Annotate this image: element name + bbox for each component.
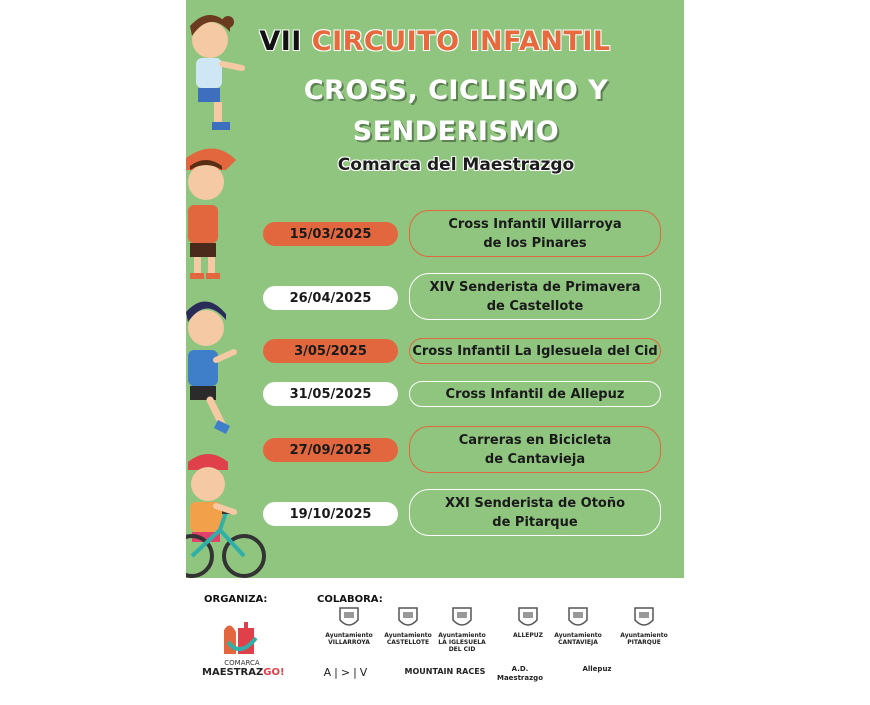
organizer-line2b: GO!: [263, 667, 285, 678]
collaborator-logo: [614, 606, 674, 646]
coat-of-arms-icon: [517, 606, 539, 630]
event-date: 26/04/2025: [263, 286, 398, 310]
collaborator-line1: Ayuntamiento: [325, 632, 373, 639]
event-name-box: [409, 381, 661, 407]
maestrazgo-logo-icon: [220, 618, 264, 658]
poster-main-area: [186, 0, 684, 578]
collaborator-line2: VILLARROYA: [328, 639, 370, 646]
collaborator-line1: Ayuntamiento: [438, 632, 486, 639]
coat-of-arms-icon: [451, 606, 473, 630]
organizer-line1: COMARCA: [224, 659, 260, 667]
region-subtitle: Comarca del Maestrazgo: [337, 155, 575, 175]
event-name: Cross Infantil La Iglesuela del Cid: [412, 343, 658, 359]
collaborator-line2: Maestrazgo: [496, 674, 544, 682]
title-prefix: VII: [259, 26, 302, 57]
event-date: 27/09/2025: [263, 438, 398, 462]
poster-title: [186, 26, 684, 57]
event-name: Carreras en Bicicleta de Cantavieja: [458, 432, 612, 467]
coat-of-arms-icon: [397, 606, 419, 630]
collaborator-logo: [404, 665, 486, 679]
collaborator-logo: [548, 606, 608, 646]
event-date: 19/10/2025: [263, 502, 398, 526]
organiza-label: ORGANIZA:: [204, 594, 268, 605]
event-date: 15/03/2025: [263, 222, 398, 246]
organizer-line2a: MAESTRAZ: [202, 667, 264, 678]
poster: [186, 0, 684, 705]
colabora-label: COLABORA:: [317, 594, 383, 605]
event-name-box: [409, 338, 661, 364]
title-accent: CIRCUITO INFANTIL: [311, 26, 611, 57]
collaborator-line1: A|>|V: [323, 666, 371, 679]
collaborator-line1: Ayuntamiento: [554, 632, 602, 639]
collaborator-line1: A.D.: [511, 665, 529, 673]
collaborator-logo: [319, 606, 379, 646]
event-name: Cross Infantil de Allepuz: [445, 386, 625, 402]
title-line3: SENDERISMO: [352, 116, 560, 147]
collaborator-line1: Ayuntamiento: [384, 632, 432, 639]
collaborator-line2: CANTAVIEJA: [558, 639, 598, 646]
collaborator-line2: CASTELLOTE: [386, 639, 430, 646]
event-name: Cross Infantil Villarroya de los Pinares: [448, 216, 622, 251]
collaborator-logo: [378, 606, 438, 646]
collaborator-logo: [494, 665, 546, 683]
event-date: 3/05/2025: [263, 339, 398, 363]
event-name: XXI Senderista de Otoño de Pitarque: [444, 495, 626, 530]
collaborator-line2: LA IGLESUELA DEL CID: [438, 639, 486, 653]
collaborator-line2: ALLEPUZ: [512, 632, 543, 639]
coat-of-arms-icon: [567, 606, 589, 630]
collaborator-line1: Allepuz: [582, 665, 612, 673]
coat-of-arms-icon: [633, 606, 655, 630]
coat-of-arms-icon: [338, 606, 360, 630]
collaborator-logo: [322, 665, 372, 681]
collaborator-logo: [564, 665, 630, 674]
collaborator-line1: Ayuntamiento: [620, 632, 668, 639]
event-name-box: [409, 210, 661, 257]
comarca-maestrazgo-logo: [202, 618, 285, 679]
event-date: 31/05/2025: [263, 382, 398, 406]
collaborator-line1: MOUNTAIN RACES: [404, 667, 486, 676]
collaborator-logo: [432, 606, 492, 653]
event-name-box: [409, 489, 661, 536]
title-line2: CROSS, CICLISMO Y: [303, 75, 609, 106]
event-name-box: [409, 426, 661, 473]
running-boy-icon: [186, 301, 234, 434]
collaborator-line2: PITARQUE: [627, 639, 661, 646]
poster-subtitle-main: [246, 70, 666, 152]
event-name: XIV Senderista de Primavera de Castellote: [429, 279, 641, 314]
event-name-box: [409, 273, 661, 320]
cyclist-girl-icon: [186, 454, 264, 576]
